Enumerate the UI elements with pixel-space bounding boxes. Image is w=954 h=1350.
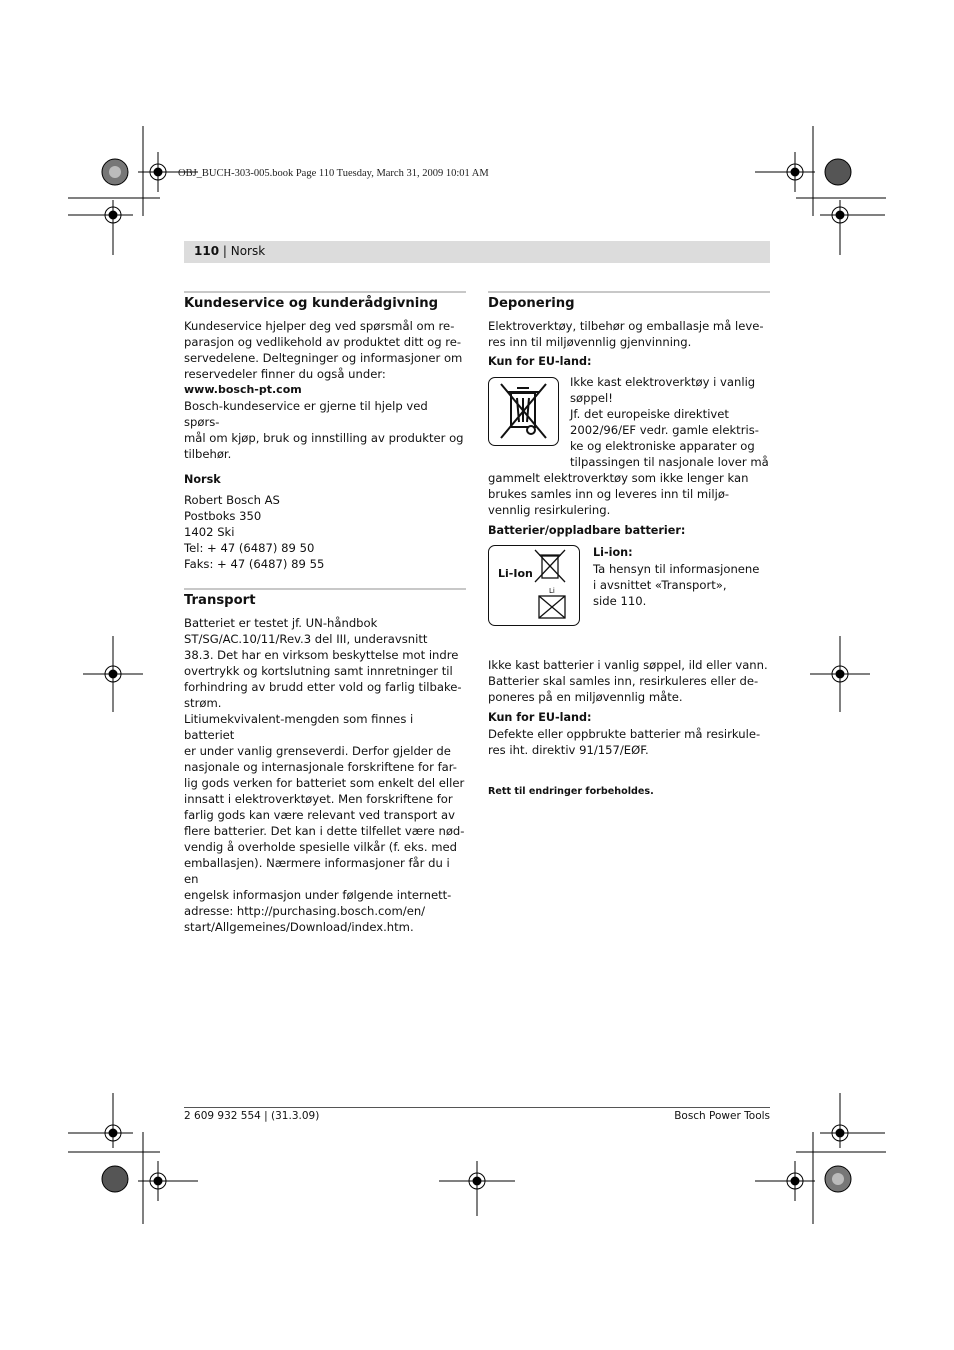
body-line: Ikke kast elektroverktøy i vanlig (570, 375, 756, 389)
body-line: Jf. det europeiske direktivet (570, 407, 729, 421)
body-line: start/Allgemeines/Download/index.htm. (184, 920, 414, 934)
body-line: parasjon og vedlikehold av produktet ditt og re- (184, 335, 462, 349)
body-line: flere batterier. Det kan i dette tilfellet være nød- (184, 824, 465, 838)
page-header (184, 241, 770, 263)
body-line: ST/SG/AC.10/11/Rev.3 del III, underavsnitt (184, 632, 428, 646)
body-line: søppel! (570, 391, 613, 405)
body-line: strøm. (184, 696, 222, 710)
body-line: overtrykk og kortslutning samt innretninger til (184, 664, 453, 678)
body-line: poneres på en miljøvennlig måte. (488, 690, 683, 704)
body-line: vendig å overholde spesielle vilkår (f. eks. med (184, 840, 457, 854)
header-separator: | (219, 244, 231, 258)
body-line: Litiumekvivalent-mengden som finnes i batteriet (184, 712, 414, 742)
body-line: servedelene. Deltegninger og informasjoner om (184, 351, 463, 365)
body-line: adresse: http://purchasing.bosch.com/en/ (184, 904, 426, 918)
transport-title: Transport (184, 593, 256, 608)
li-sublabel: Li (549, 587, 555, 595)
body-line: Batteriet er testet jf. UN-håndbok (184, 616, 378, 630)
eu-label: Kun for EU-land: (488, 355, 592, 368)
battery-block (488, 543, 770, 645)
address-line: Robert Bosch AS (184, 493, 280, 507)
body-line: Kundeservice hjelper deg ved spørsmål om re- (184, 319, 455, 333)
footer-brand: Bosch Power Tools (674, 1110, 770, 1122)
body-line: tilpassingen til nasjonale lover må (570, 455, 769, 469)
body-line: i avsnittet «Transport», (593, 578, 727, 592)
body-line: 2002/96/EF vedr. gamle elektris- (570, 423, 759, 437)
address-line: Postboks 350 (184, 509, 262, 523)
body-line: engelsk informasjon under følgende internett- (184, 888, 452, 902)
body-line: Elektroverktøy, tilbehør og emballasje må leve- (488, 319, 764, 333)
body-line: Bosch-kundeservice er gjerne til hjelp ved spørs- (184, 399, 428, 429)
body-line: forhindring av brudd etter vold og farlig tilbake- (184, 680, 462, 694)
body-line: ke og elektroniske apparater og (570, 439, 755, 453)
body-line: res inn til miljøvennlig gjenvinning. (488, 335, 692, 349)
body-line: tilbehør. (184, 447, 232, 461)
section-rule (488, 291, 770, 293)
address-line: Tel: + 47 (6487) 89 50 (184, 541, 315, 555)
body-line: innsatt i elektroverktøyet. Men forskriftene for (184, 792, 453, 806)
body-line: Ta hensyn til informasjonene (593, 562, 760, 576)
body-line: res iht. direktiv 91/157/EØF. (488, 743, 649, 757)
body-line: reservedeler finner du også under: (184, 367, 386, 381)
customer-service-title: Kundeservice og kunderådgivning (184, 296, 439, 311)
body-line: farlig gods kan være relevant ved transport av (184, 808, 456, 822)
disposal-title: Deponering (488, 296, 575, 311)
reservation-note: Rett til endringer forbeholdes. (488, 786, 654, 797)
body-line: Defekte eller oppbrukte batterier må resirkule- (488, 727, 761, 741)
body-line: vennlig resirkulering. (488, 503, 611, 517)
left-column (184, 291, 466, 935)
header-language: Norsk (230, 244, 266, 258)
address-line: Faks: + 47 (6487) 89 55 (184, 557, 325, 571)
body-line: lig gods verken for batteriet som enkelt del eller (184, 776, 465, 790)
li-ion-label: Li-Ion (498, 567, 533, 580)
body-line: nasjonale og internasjonale forskriftene for far- (184, 760, 457, 774)
section-rule (184, 291, 466, 293)
footer-doc-number: 2 609 932 554 | (31.3.09) (184, 1110, 320, 1122)
right-column (488, 291, 770, 800)
transport-text (184, 615, 466, 935)
section-rule (184, 588, 466, 590)
li-ion-battery-recycling-icon (488, 545, 580, 626)
website-link[interactable]: www.bosch-pt.com (184, 383, 302, 396)
body-line: mål om kjøp, bruk og innstilling av produkter og (184, 431, 464, 445)
body-line: brukes samles inn og leveres inn til miljø- (488, 487, 730, 501)
page-number: 110 (194, 244, 220, 258)
body-line: Ikke kast batterier i vanlig søppel, ild eller vann. (488, 658, 768, 672)
batteries-title: Batterier/oppladbare batterier: (488, 524, 686, 537)
li-ion-heading: Li-ion: (593, 546, 633, 559)
body-line: er under vanlig grenseverdi. Derfor gjelder de (184, 744, 451, 758)
footer-rule (184, 1107, 770, 1108)
body-line: 38.3. Det har en virksom beskyttelse mot indre (184, 648, 459, 662)
print-info: OBJ_BUCH-303-005.book Page 110 Tuesday, March 31, 2009 10:01 AM (178, 168, 489, 179)
body-line: Batterier skal samles inn, resirkuleres eller de- (488, 674, 759, 688)
weee-block (488, 374, 770, 470)
address-line: 1402 Ski (184, 525, 235, 539)
eu-label: Kun for EU-land: (488, 711, 592, 724)
body-line: emballasjen). Nærmere informasjoner får du i en (184, 856, 450, 886)
crossed-out-wheelie-bin-icon (488, 377, 559, 446)
body-line: gammelt elektroverktøy som ikke lenger kan (488, 471, 749, 485)
body-line: side 110. (593, 594, 647, 608)
norsk-title: Norsk (184, 473, 221, 486)
